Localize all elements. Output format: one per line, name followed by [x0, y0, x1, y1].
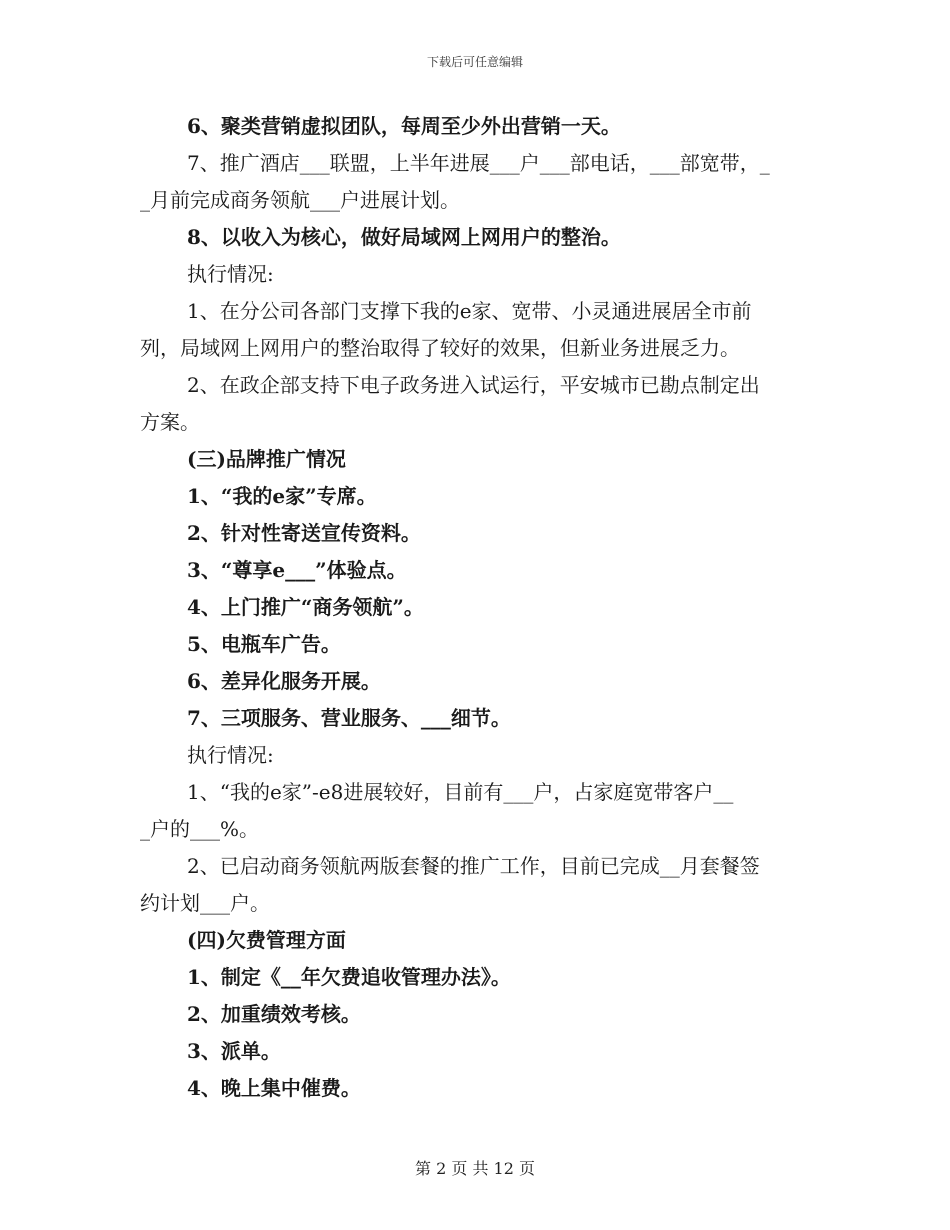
heading-line: 1、“我的e家”专席。 [187, 484, 377, 508]
heading-line: (三)品牌推广情况 [187, 447, 346, 471]
heading-line: 2、加重绩效考核。 [187, 1002, 361, 1026]
heading-line: 8、以收入为核心，做好局域网上网用户的整治。 [187, 225, 621, 249]
text-line: 方案。 [140, 410, 200, 434]
text-line: 列，局域网上网用户的整治取得了较好的效果，但新业务进展乏力。 [140, 336, 740, 360]
heading-line: 4、上门推广“商务领航”。 [187, 595, 424, 619]
heading-line: 3、派单。 [187, 1039, 281, 1063]
text-line: 约计划___户。 [140, 891, 270, 915]
text-line: _户的___%。 [140, 817, 260, 841]
text-line: 2、已启动商务领航两版套餐的推广工作，目前已完成__月套餐签 [187, 854, 760, 878]
text-line: 7、推广酒店___联盟，上半年进展___户___部电话，___部宽带，_ [187, 151, 770, 175]
heading-line: 5、电瓶车广告。 [187, 632, 341, 656]
text-line: 1、在分公司各部门支撑下我的e家、宽带、小灵通进展居全市前 [187, 299, 752, 323]
text-line: 执行情况: [187, 743, 274, 767]
heading-line: 1、制定《__年欠费追收管理办法》。 [187, 965, 511, 989]
heading-line: 3、“尊享e___”体验点。 [187, 558, 407, 582]
heading-line: 6、差异化服务开展。 [187, 669, 381, 693]
heading-line: 2、针对性寄送宣传资料。 [187, 521, 421, 545]
text-line: _月前完成商务领航___户进展计划。 [140, 188, 460, 212]
heading-line: 6、聚类营销虚拟团队，每周至少外出营销一天。 [187, 114, 621, 138]
heading-line: 4、晚上集中催费。 [187, 1076, 361, 1100]
text-line: 1、“我的e家”-e8进展较好，目前有___户，占家庭宽带客户__ [187, 780, 734, 804]
page-header: 下载后可任意编辑 [426, 55, 523, 69]
heading-line: (四)欠费管理方面 [187, 928, 346, 952]
text-line: 2、在政企部支持下电子政务进入试运行，平安城市已勘点制定出 [187, 373, 760, 397]
page-footer: 第 2 页 共 12 页 [415, 1159, 535, 1178]
document-body [140, 108, 808, 1107]
text-line: 执行情况: [187, 262, 274, 286]
heading-line: 7、三项服务、营业服务、___细节。 [187, 706, 511, 730]
